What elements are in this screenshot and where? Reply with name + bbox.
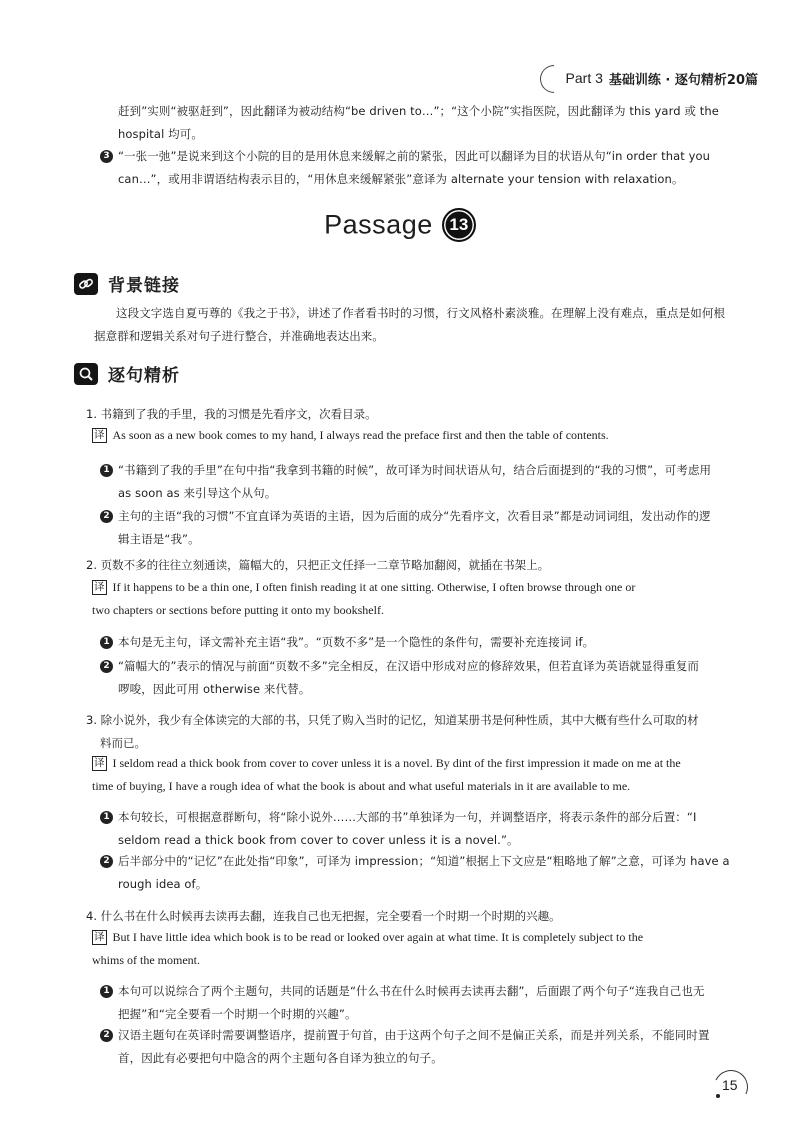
text-line: 据意群和逻辑关系对句子进行整合，并准确地表达出来。 bbox=[94, 329, 384, 343]
sentence-4-translation bbox=[92, 926, 752, 972]
magnifier-icon bbox=[74, 363, 98, 385]
sentence-1-note-2 bbox=[100, 505, 778, 551]
header-title: 基础训练 · 逐句精析20篇 bbox=[608, 72, 758, 88]
translation-tag: 译 bbox=[94, 582, 105, 593]
link-icon bbox=[74, 273, 98, 295]
analysis-section-heading bbox=[74, 361, 180, 386]
sentence-3-note-1 bbox=[100, 806, 778, 852]
background-section-heading bbox=[74, 271, 180, 296]
sentence-3-translation bbox=[92, 752, 752, 798]
page-number-text: 15 bbox=[722, 1077, 738, 1093]
page-number-dot bbox=[716, 1094, 720, 1098]
prev-note-3 bbox=[100, 145, 778, 191]
text-line: 3. 除小说外，我少有全体读完的大部的书，只凭了购入当时的记忆，知道某册书是何种性质，其中大概有些什么可取的材 bbox=[86, 713, 699, 727]
sentence-4-note-1 bbox=[100, 980, 778, 1026]
text-line: seldom read a thick book from cover to cover unless it is a novel.”。 bbox=[118, 833, 519, 847]
section-title: 背景链接 bbox=[108, 276, 180, 296]
text-line: 主句的主语“我的习惯”不宜直译为英语的主语，因为后面的成分“先看序文，次看目录”都是动词词组，发出动作的逻 bbox=[118, 509, 711, 523]
text-line: as soon as 来引导这个从句。 bbox=[118, 486, 277, 500]
text-line: hospital 均可。 bbox=[118, 127, 203, 141]
text-line: I seldom read a thick book from cover to cover unless it is a novel. By dint of the first impression it made on me at the bbox=[112, 756, 681, 770]
sentence-2-note-2 bbox=[100, 655, 778, 701]
text-line: 4. 什么书在什么时候再去读再去翻，连我自己也无把握，完全要看一个时期一个时期的兴趣。 bbox=[86, 909, 561, 923]
text-line: But I have little idea which book is to be read or looked over again at what time. It is completely subject to the bbox=[112, 930, 644, 944]
header-arc-ornament bbox=[534, 63, 562, 93]
prev-note-continuation bbox=[118, 100, 758, 146]
note-number-badge: 2 bbox=[100, 510, 113, 523]
passage-title bbox=[0, 208, 800, 242]
sentence-1-translation bbox=[92, 424, 752, 447]
text-line: 辑主语是“我”。 bbox=[118, 532, 200, 546]
text-line: 汉语主题句在英译时需要调整语序，提前置于句首，由于这两个句子之间不是偏正关系，而是并列关系，不能同时置 bbox=[118, 1028, 710, 1042]
page-number bbox=[714, 1070, 748, 1104]
text-line: rough idea of。 bbox=[118, 877, 208, 891]
text-line: 料而已。 bbox=[100, 736, 146, 750]
sentence-2-translation bbox=[92, 576, 752, 622]
text-line: 2. 页数不多的往往立刻通读，篇幅大的，只把正文任择一二章节略加翻阅，就插在书架上。 bbox=[86, 558, 550, 572]
sentence-4-note-2 bbox=[100, 1024, 778, 1070]
text-line: two chapters or sections before putting it onto my bookshelf. bbox=[92, 603, 384, 617]
text-line: 本句可以说综合了两个主题句，共同的话题是“什么书在什么时候再去读再去翻”，后面跟了两个句子“连我自己也无 bbox=[118, 984, 705, 998]
translation-tag: 译 bbox=[94, 430, 105, 441]
note-number-badge: 2 bbox=[100, 855, 113, 868]
passage-label: Passage bbox=[324, 209, 433, 240]
text-line: “篇幅大的”表示的情况与前面“页数不多”完全相反，在汉语中形成对应的修辞效果，但若直译为英语就显得重复而 bbox=[118, 659, 700, 673]
translation-tag: 译 bbox=[94, 932, 105, 943]
text-line: 本句是无主句，译文需补充主语“我”。“页数不多”是一个隐性的条件句，需要补充连接词 if。 bbox=[118, 635, 595, 649]
text-line: 首，因此有必要把句中隐含的两个主题句各自译为独立的句子。 bbox=[118, 1051, 443, 1065]
note-number-badge: 3 bbox=[100, 150, 113, 163]
note-number-badge: 1 bbox=[100, 985, 113, 998]
sentence-1-chinese bbox=[86, 403, 766, 426]
note-number-badge: 1 bbox=[100, 636, 113, 649]
sentence-2-note-1 bbox=[100, 631, 778, 654]
text-line: As soon as a new book comes to my hand, I always read the preface first and then the table of contents. bbox=[112, 428, 609, 442]
text-line: 这段文字选自夏丏尊的《我之于书》，讲述了作者看书时的习惯，行文风格朴素淡雅。在理解上没有难点，重点是如何根 bbox=[116, 306, 726, 320]
note-number-badge: 2 bbox=[100, 660, 113, 673]
text-line: time of buying, I have a rough idea of what the book is about and what useful materials in it are available to me. bbox=[92, 779, 631, 793]
section-title: 逐句精析 bbox=[108, 366, 180, 386]
note-number-badge: 2 bbox=[100, 1029, 113, 1042]
note-number-badge: 1 bbox=[100, 464, 113, 477]
text-line: 本句较长，可根据意群断句，将“除小说外……大部的书”单独译为一句，并调整语序，将表示条件的部分后置：“I bbox=[118, 810, 697, 824]
running-header bbox=[534, 62, 758, 94]
background-paragraph bbox=[94, 302, 764, 348]
note-number-badge: 1 bbox=[100, 811, 113, 824]
text-line: 啰唆，因此可用 otherwise 来代替。 bbox=[118, 682, 311, 696]
text-line: If it happens to be a thin one, I often finish reading it at one sitting. Otherwise, I often browse through one or bbox=[112, 580, 636, 594]
text-line: can…”，或用非谓语结构表示目的，“用休息来缓解紧张”意译为 alternate your tension with relaxation。 bbox=[118, 172, 684, 186]
header-part: Part 3 bbox=[565, 70, 603, 86]
text-line: 赶到”实则“被驱赶到”，因此翻译为被动结构“be driven to…”；“这个小院”实指医院，因此翻译为 this yard 或 the bbox=[118, 104, 719, 118]
passage-number-badge: 13 bbox=[442, 208, 476, 242]
sentence-3-chinese bbox=[86, 709, 766, 755]
text-line: 后半部分中的“记忆”在此处指“印象”，可译为 impression；“知道”根据上下文应是“粗略地了解”之意，可译为 have a bbox=[118, 854, 730, 868]
translation-tag: 译 bbox=[94, 758, 105, 769]
sentence-4-chinese bbox=[86, 905, 766, 928]
sentence-2-chinese bbox=[86, 554, 766, 577]
text-line: 把握”和“完全要看一个时期一个时期的兴趣”。 bbox=[118, 1007, 357, 1021]
text-line: whims of the moment. bbox=[92, 953, 200, 967]
text-line: “书籍到了我的手里”在句中指“我拿到书籍的时候”，故可译为时间状语从句，结合后面提到的“我的习惯”，可考虑用 bbox=[118, 463, 712, 477]
sentence-3-note-2 bbox=[100, 850, 778, 896]
text-line: 1. 书籍到了我的手里，我的习惯是先看序文，次看目录。 bbox=[86, 407, 377, 421]
sentence-1-note-1 bbox=[100, 459, 778, 505]
text-line: “一张一弛”是说来到这个小院的目的是用休息来缓解之前的紧张，因此可以翻译为目的状语从句“in order that you bbox=[118, 149, 711, 163]
